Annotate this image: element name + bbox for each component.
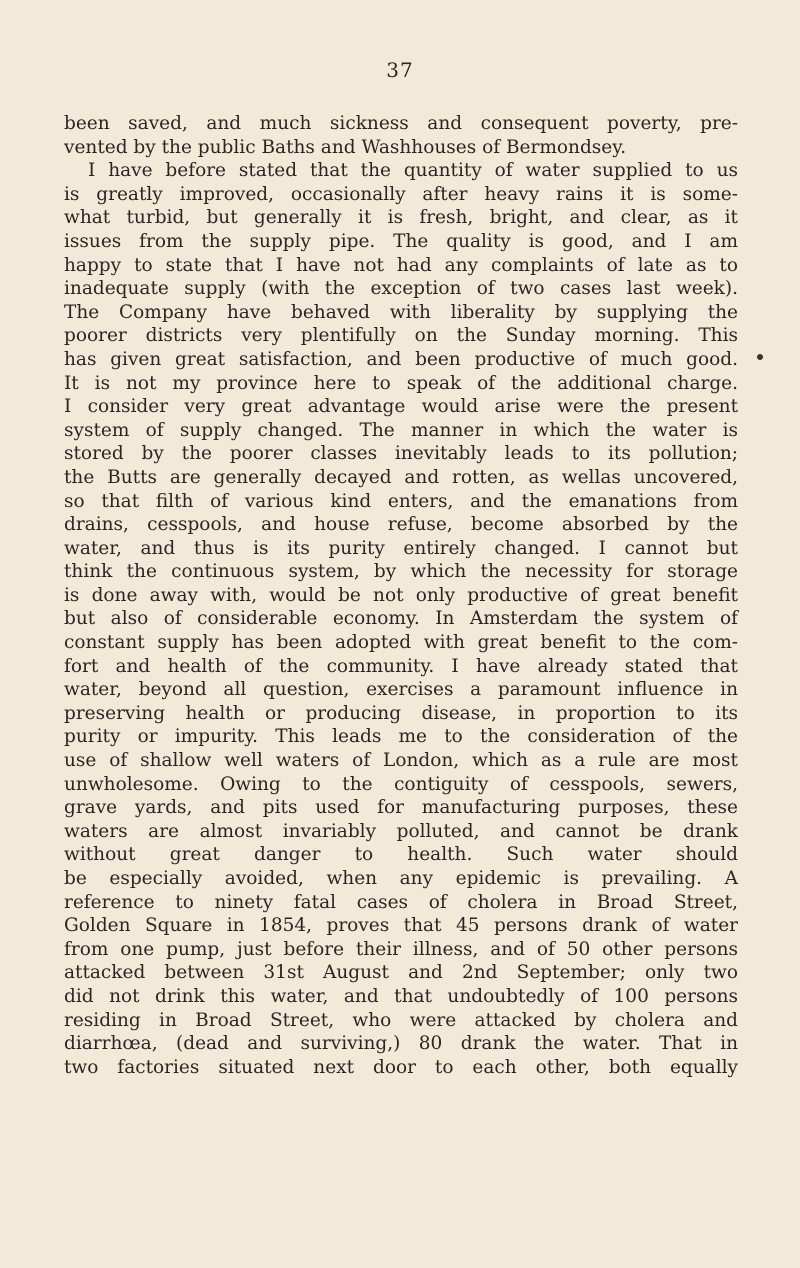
text-line: preserving health or producing disease, in proportion to its: [64, 702, 738, 724]
ink-spot-mark: [757, 354, 763, 360]
text-line: grave yards, and pits used for manufacturing purposes, these: [64, 797, 738, 819]
text-line: inadequate supply (with the exception of two cases last week).: [64, 278, 738, 300]
text-line: water, and thus is its purity entirely changed. I cannot but: [64, 537, 738, 559]
text-line: happy to state that I have not had any complaints of late as to: [64, 254, 738, 276]
text-line: The Company have behaved with liberality by supplying the: [64, 301, 738, 323]
text-line: purity or impurity. This leads me to the consideration of the: [64, 726, 738, 748]
text-line: I consider very great advantage would arise were the present: [64, 396, 738, 418]
text-line: fort and health of the community. I have already stated that: [64, 655, 738, 677]
text-line: unwholesome. Owing to the contiguity of cesspools, sewers,: [64, 773, 738, 795]
text-line: is greatly improved, occasionally after heavy rains it is some-: [64, 183, 738, 205]
text-line: waters are almost invariably polluted, and cannot be drank: [64, 820, 738, 842]
text-line: residing in Broad Street, who were attacked by cholera and: [64, 1009, 738, 1031]
text-line: attacked between 31st August and 2nd September; only two: [64, 962, 738, 984]
text-line: drains, cesspools, and house refuse, become absorbed by the: [64, 514, 738, 536]
text-line: issues from the supply pipe. The quality is good, and I am: [64, 230, 738, 252]
text-line: stored by the poorer classes inevitably leads to its pollution;: [64, 443, 738, 465]
text-line: from one pump, just before their illness, and of 50 other persons: [64, 938, 738, 960]
text-line: Golden Square in 1854, proves that 45 persons drank of water: [64, 915, 738, 937]
text-line: is done away with, would be not only productive of great benefit: [64, 584, 738, 606]
text-line: think the continuous system, by which the necessity for storage: [64, 561, 738, 583]
paragraph-start-line: I have before stated that the quantity of water supplied to us: [88, 160, 738, 182]
text-line: so that filth of various kind enters, and the emanations from: [64, 490, 738, 512]
text-line: did not drink this water, and that undoubtedly of 100 persons: [64, 985, 738, 1007]
text-line: diarrhœa, (dead and surviving,) 80 drank the water. That in: [64, 1033, 738, 1055]
text-line: has given great satisfaction, and been productive of much good.: [64, 348, 738, 370]
text-line: two factories situated next door to each other, both equally: [64, 1056, 738, 1078]
text-line: water, beyond all question, exercises a paramount influence in: [64, 679, 738, 701]
text-line: vented by the public Baths and Washhouses of Bermondsey.: [64, 136, 627, 158]
text-line: constant supply has been adopted with great benefit to the com-: [64, 632, 738, 654]
text-line: reference to ninety fatal cases of cholera in Broad Street,: [64, 891, 738, 913]
text-line: system of supply changed. The manner in which the water is: [64, 419, 738, 441]
text-line: but also of considerable economy. In Amsterdam the system of: [64, 608, 738, 630]
text-line: without great danger to health. Such water should: [64, 844, 738, 866]
text-line: the Butts are generally decayed and rotten, as wellas uncovered,: [64, 466, 738, 488]
text-line: been saved, and much sickness and consequent poverty, pre-: [64, 113, 738, 134]
text-line: poorer districts very plentifully on the Sunday morning. This: [64, 325, 738, 347]
page-number: 37: [386, 58, 414, 82]
text-line: what turbid, but generally it is fresh, bright, and clear, as it: [64, 207, 738, 229]
text-line: It is not my province here to speak of the additional charge.: [64, 372, 738, 394]
text-line: be especially avoided, when any epidemic is prevailing. A: [64, 868, 738, 889]
body-text: [64, 112, 738, 1079]
text-line: use of shallow well waters of London, which as a rule are most: [64, 750, 738, 772]
